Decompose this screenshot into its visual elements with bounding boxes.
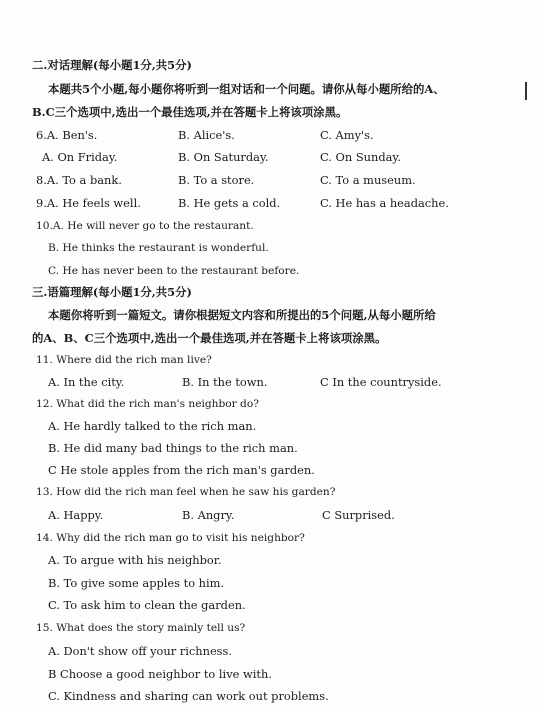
q15-question: 15. What does the story mainly tell us? [36,622,246,634]
q12-option-b: B. He did many bad things to the rich man. [48,441,298,455]
q12-question: 12. What did the rich man's neighbor do? [36,398,259,410]
q13-option-a: A. Happy. [48,508,104,522]
q15-option-c: C. Kindness and sharing can work out problems. [48,689,329,703]
q7-option-a: A. On Friday. [42,150,118,164]
q9-option-b: B. He gets a cold. [178,196,281,210]
q8-option-b: B. To a store. [178,173,255,187]
q9-option-a: 9.A. He feels well. [36,196,141,210]
q15-option-a: A. Don't show off your richness. [48,644,232,658]
q10-option-b: B. He thinks the restaurant is wonderful. [48,242,269,254]
q11-question: 11. Where did the rich man live? [36,354,212,366]
q12-option-a: A. He hardly talked to the rich man. [48,419,257,433]
margin-mark [525,82,527,100]
q15-option-b: B Choose a good neighbor to live with. [48,667,272,681]
q9-option-c: C. He has a headache. [320,196,449,210]
section-passage-instruction-line1: 本题你将听到一篇短文。请你根据短文内容和所提出的5个问题,从每小题所给 [48,308,436,322]
q11-option-c: C In the countryside. [320,375,442,389]
q6-option-b: B. Alice's. [178,128,235,142]
section-dialogue-title: 二.对话理解(每小题1分,共5分) [32,58,192,72]
q13-question: 13. How did the rich man feel when he saw his garden? [36,486,336,498]
section-passage-title: 三.语篇理解(每小题1分,共5分) [32,285,192,299]
q13-option-c: C Surprised. [322,508,395,522]
section-passage-instruction-line2: 的A、B、C三个选项中,选出一个最佳选项,并在答题卡上将该项涂黑。 [32,331,387,345]
section-dialogue-instruction-line2: B.C三个选项中,选出一个最佳选项,并在答题卡上将该项涂黑。 [32,105,348,119]
q8-option-c: C. To a museum. [320,173,416,187]
q14-question: 14. Why did the rich man go to visit his neighbor? [36,532,305,544]
q12-option-c: C He stole apples from the rich man's garden. [48,463,315,477]
q14-option-b: B. To give some apples to him. [48,576,225,590]
q10-option-a: 10.A. He will never go to the restaurant. [36,220,254,232]
q13-option-b: B. Angry. [182,508,235,522]
q10-option-c: C. He has never been to the restaurant before. [48,265,300,277]
q14-option-c: C. To ask him to clean the garden. [48,598,246,612]
q11-option-a: A. In the city. [48,375,125,389]
q8-option-a: 8.A. To a bank. [36,173,122,187]
q14-option-a: A. To argue with his neighbor. [48,553,222,567]
q6-option-a: 6.A. Ben's. [36,128,98,142]
q7-option-b: B. On Saturday. [178,150,269,164]
q7-option-c: C. On Sunday. [320,150,401,164]
q6-option-c: C. Amy's. [320,128,374,142]
q11-option-b: B. In the town. [182,375,268,389]
section-dialogue-instruction-line1: 本题共5个小题,每小题你将听到一组对话和一个问题。请你从每小题所给的A、 [48,82,445,96]
